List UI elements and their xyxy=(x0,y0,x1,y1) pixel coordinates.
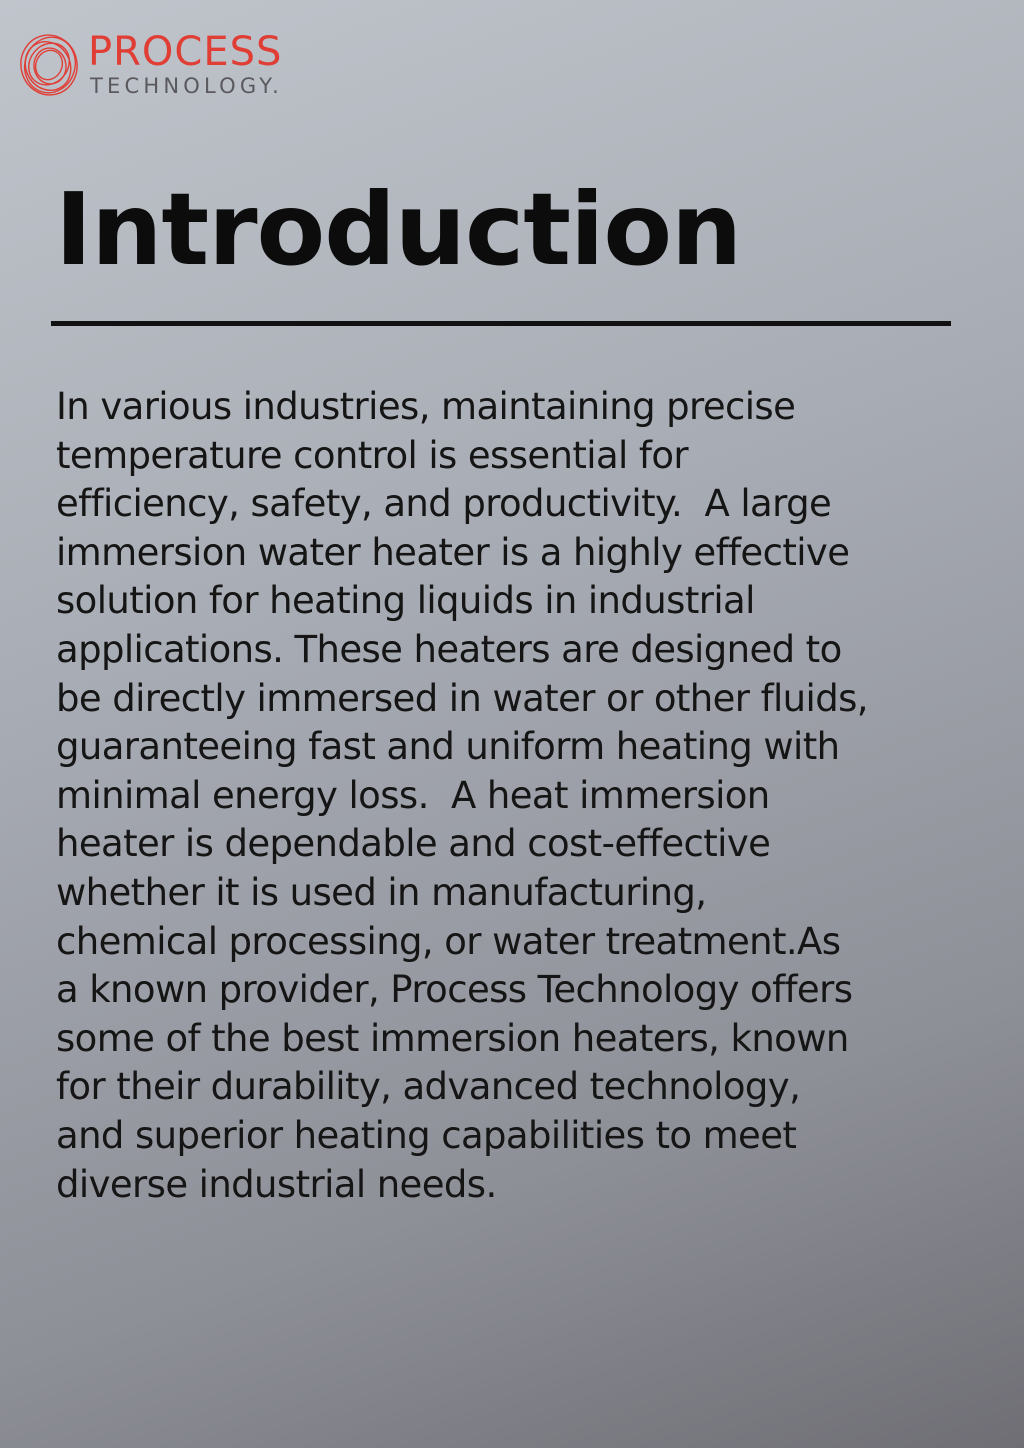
concentric-rings-icon xyxy=(18,32,80,98)
body-line: applications. These heaters are designed to xyxy=(56,627,842,671)
body-line: whether it is used in manufacturing, xyxy=(56,870,707,914)
body-paragraph xyxy=(56,383,956,1209)
body-line: guaranteeing fast and uniform heating with xyxy=(56,725,840,769)
body-line: heater is dependable and cost-effective xyxy=(56,822,771,866)
body-line: for their durability, advanced technology, xyxy=(56,1065,801,1109)
logo-secondary-text: TECHNOLOGY. xyxy=(90,74,283,98)
body-line: efficiency, safety, and productivity. A large xyxy=(56,482,832,526)
body-line: minimal energy loss. A heat immersion xyxy=(56,773,770,817)
title-divider xyxy=(51,321,951,326)
body-line: be directly immersed in water or other fluids, xyxy=(56,676,868,720)
body-line: temperature control is essential for xyxy=(56,433,688,477)
body-line: some of the best immersion heaters, known xyxy=(56,1016,849,1060)
page-title: Introduction xyxy=(55,171,742,288)
body-line: In various industries, maintaining precise xyxy=(56,385,796,428)
body-line: chemical processing, or water treatment.As xyxy=(56,919,841,963)
body-line: and superior heating capabilities to meet xyxy=(56,1113,797,1157)
brand-logo xyxy=(18,30,338,102)
body-line: immersion water heater is a highly effective xyxy=(56,530,850,574)
body-line: solution for heating liquids in industrial xyxy=(56,579,755,623)
logo-primary-text: PROCESS xyxy=(88,29,283,75)
body-line: a known provider, Process Technology offers xyxy=(56,968,853,1012)
body-line: diverse industrial needs. xyxy=(56,1162,497,1206)
